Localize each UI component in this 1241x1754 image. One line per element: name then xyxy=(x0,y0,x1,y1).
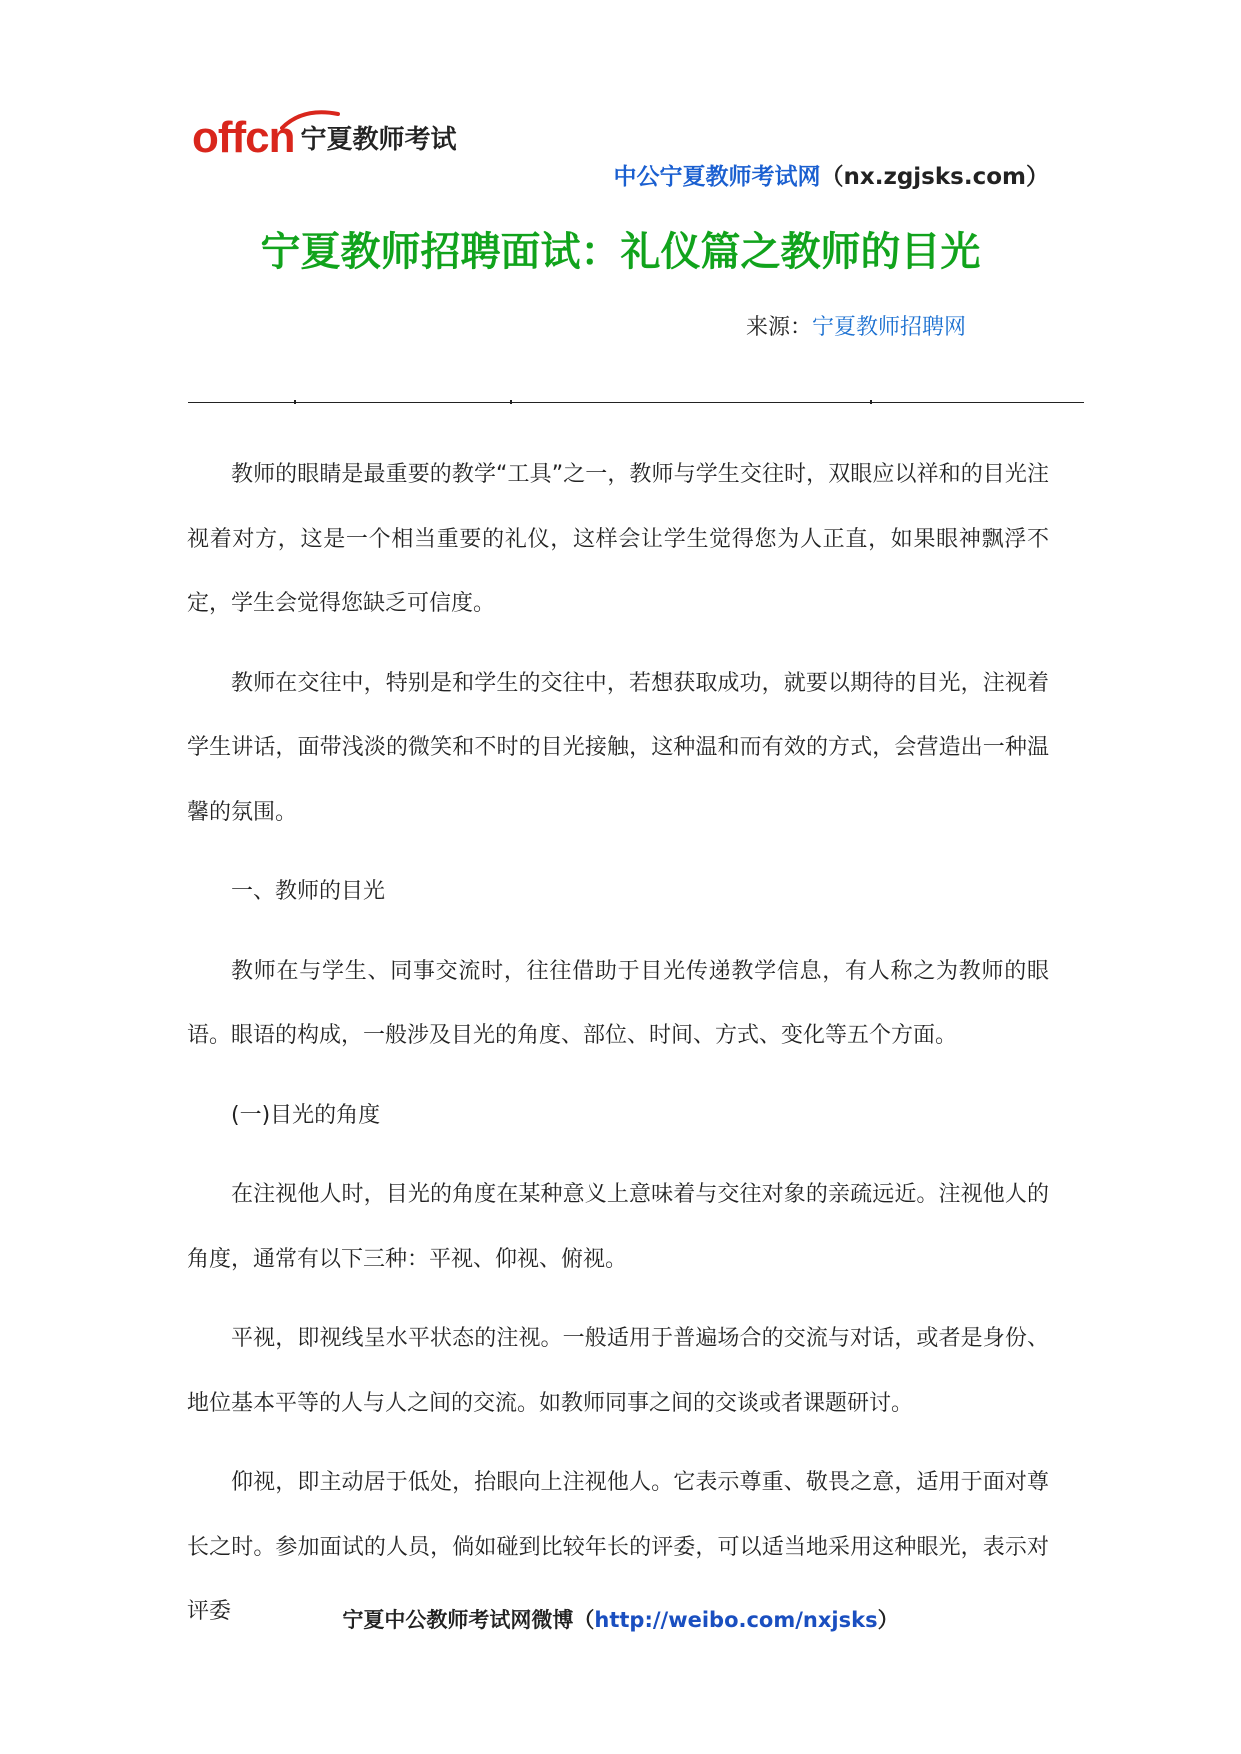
logo-subtitle: 宁夏教师考试 xyxy=(300,125,457,155)
footer-paren: （http://weibo.com/nxjsks） xyxy=(573,1608,899,1632)
section-heading: 一、教师的目光 xyxy=(231,879,386,904)
divider-tick xyxy=(510,400,512,404)
offcn-logo xyxy=(192,108,457,160)
divider-tick xyxy=(294,400,296,404)
body-paragraph: 教师的眼睛是最重要的教学“工具”之一，教师与学生交往时，双眼应以祥和的目光注视着对方，这是一个相当重要的礼仪，这样会让学生觉得您为人正直，如果眼神飘浮不定，学生会觉得您缺乏可信度。 xyxy=(187,462,1049,616)
logo-wordmark: offcn xyxy=(192,113,295,162)
logo-swoosh-icon xyxy=(280,108,340,130)
source-line xyxy=(746,310,966,341)
body-paragraph: 教师在交往中，特别是和学生的交往中，若想获取成功，就要以期待的目光，注视着学生讲话，面带浅淡的微笑和不时的目光接触，这种温和而有效的方式，会营造出一种温馨的氛围。 xyxy=(187,670,1049,825)
footer-weibo-link[interactable]: http://weibo.com/nxjsks xyxy=(594,1608,878,1632)
source-link[interactable]: 宁夏教师招聘网 xyxy=(812,315,967,340)
source-label: 来源： xyxy=(746,315,813,340)
footer-weibo-name: 宁夏中公教师考试网微博 xyxy=(342,1608,574,1632)
body-paragraph: 在注视他人时，目光的角度在某种意义上意味着与交往对象的亲疏远近。注视他人的角度，通常有以下三种：平视、仰视、俯视。 xyxy=(187,1182,1049,1272)
site-url: nx.zgjsks.com xyxy=(843,164,1026,190)
header-divider xyxy=(188,402,1084,403)
subsection-heading: (一)目光的角度 xyxy=(231,1102,381,1128)
article-title: 宁夏教师招聘面试：礼仪篇之教师的目光 xyxy=(260,229,981,275)
article-body xyxy=(187,443,1049,1660)
site-header-line xyxy=(614,158,1050,191)
body-paragraph: 教师在与学生、同事交流时，往往借助于目光传递教学信息，有人称之为教师的眼语。眼语的构成，一般涉及目光的角度、部位、时间、方式、变化等五个方面。 xyxy=(187,958,1049,1048)
divider-tick xyxy=(870,400,872,404)
body-paragraph: 平视，即视线呈水平状态的注视。一般适用于普遍场合的交流与对话，或者是身份、地位基本平等的人与人之间的交流。如教师同事之间的交谈或者课题研讨。 xyxy=(187,1326,1049,1416)
body-paragraph: 仰视，即主动居于低处，抬眼向上注视他人。它表示尊重、敬畏之意，适用于面对尊长之时。参加面试的人员，倘如碰到比较年长的评委，可以适当地采用这种眼光，表示对评委 xyxy=(187,1470,1049,1624)
footer-line xyxy=(0,1604,1241,1634)
site-name: 中公宁夏教师考试网 xyxy=(613,164,821,190)
site-url-wrapper: （nx.zgjsks.com） xyxy=(820,164,1049,190)
